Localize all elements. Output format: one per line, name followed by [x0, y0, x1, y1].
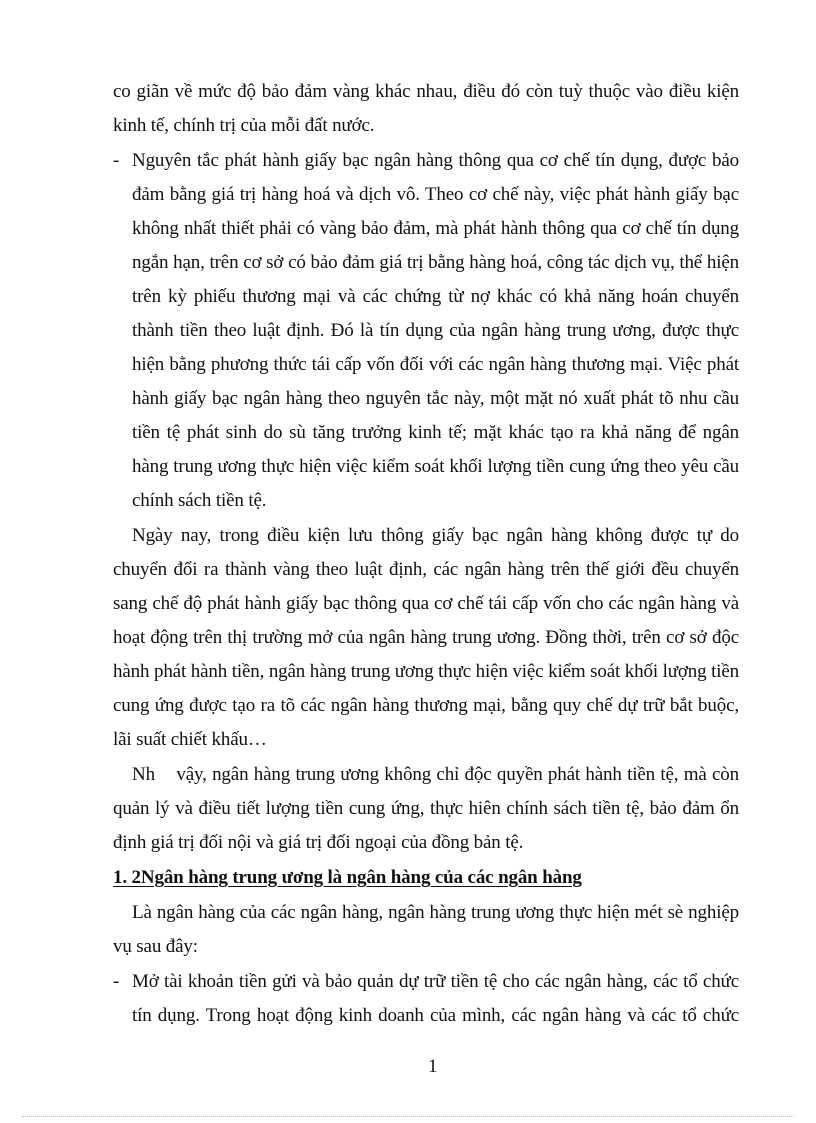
p2-line-9: tiền tệ phát sinh do sù tăng trưởng kinh tế; mặt khác tạo ra khả năng để ngân [132, 422, 739, 443]
p3-line-4: hoạt động trên thị trường mở của ngân hàng trung ương. Đồng thời, trên cơ sở độc [113, 627, 739, 648]
p3-line-3: sang chế độ phát hành giấy bạc thông qua cơ chế tái cấp vốn cho các ngân hàng và [113, 593, 739, 614]
p5-line-2: vụ sau đây: [113, 936, 198, 957]
p2-line-11: chính sách tiền tệ. [132, 490, 267, 511]
p6-bullet: - [113, 971, 120, 992]
p6-line-1: Mở tài khoản tiền gửi và bảo quản dự trữ tiền tệ cho các ngân hàng, các tổ chức [132, 971, 739, 992]
section-heading: 1. 2Ngân hàng trung ương là ngân hàng của các ngân hàng [113, 867, 582, 888]
p4-line-3: định giá trị đối nội và giá trị đối ngoại của đồng bản tệ. [113, 832, 524, 853]
p2-line-2: đảm bằng giá trị hàng hoá và dịch vô. Theo cơ chế này, việc phát hành giấy bạc [132, 184, 739, 205]
p5-line-1: Là ngân hàng của các ngân hàng, ngân hàng trung ương thực hiện mét sè nghiệp [132, 902, 739, 923]
p1-line-2: kinh tế, chính trị của mỗi đất nước. [113, 115, 375, 136]
p4-line-1: Nh vậy, ngân hàng trung ương không chỉ độc quyền phát hành tiền tệ, mà còn [132, 764, 739, 785]
p2-line-1: Nguyên tắc phát hành giấy bạc ngân hàng thông qua cơ chế tín dụng, được bảo [132, 150, 739, 171]
page-number: 1 [428, 1056, 438, 1077]
p2-line-10: hàng trung ương thực hiện việc kiểm soát khối lượng tiền cung ứng theo yêu cầu [132, 456, 739, 477]
p2-line-6: thành tiền theo luật định. Đó là tín dụng của ngân hàng trung ương, được thực [132, 320, 739, 341]
p3-line-2: chuyển đổi ra thành vàng theo luật định, các ngân hàng trên thế giới đều chuyển [113, 559, 739, 580]
p2-line-4: ngắn hạn, trên cơ sở có bảo đảm giá trị bằng hàng hoá, công tác dịch vụ, thể hiện [132, 252, 739, 273]
p2-line-8: hành giấy bạc ngân hàng theo nguyên tắc này, một mặt nó xuất phát tõ nhu cầu [132, 388, 739, 409]
p3-line-7: lãi suất chiết khấu… [113, 729, 267, 750]
p3-line-1: Ngày nay, trong điều kiện lưu thông giấy bạc ngân hàng không được tự do [132, 525, 739, 546]
p1-line-1: co giãn về mức độ bảo đảm vàng khác nhau, điều đó còn tuỳ thuộc vào điều kiện [113, 81, 739, 102]
p3-line-6: cung ứng được tạo ra tõ các ngân hàng thương mại, bằng quy chế dự trữ bắt buộc, [113, 695, 739, 716]
p2-line-3: không nhất thiết phải có vàng bảo đảm, mà phát hành thông qua cơ chế tín dụng [132, 218, 739, 239]
p3-line-5: hành phát hành tiền, ngân hàng trung ương thực hiện việc kiểm soát khối lượng tiền [113, 661, 739, 682]
p2-line-7: hiện bằng phương thức tái cấp vốn đối với các ngân hàng thương mại. Việc phát [132, 354, 739, 375]
page-footer-divider [22, 1116, 794, 1117]
p6-line-2: tín dụng. Trong hoạt động kinh doanh của mình, các ngân hàng và các tổ chức [132, 1005, 739, 1026]
p2-bullet: - [113, 150, 120, 171]
p4-line-2: quản lý và điều tiết lượng tiền cung ứng, thực hiên chính sách tiền tệ, bảo đảm ổn [113, 798, 739, 819]
p2-line-5: trên kỳ phiếu thương mại và các chứng từ nợ khác có khả năng hoán chuyển [132, 286, 739, 307]
